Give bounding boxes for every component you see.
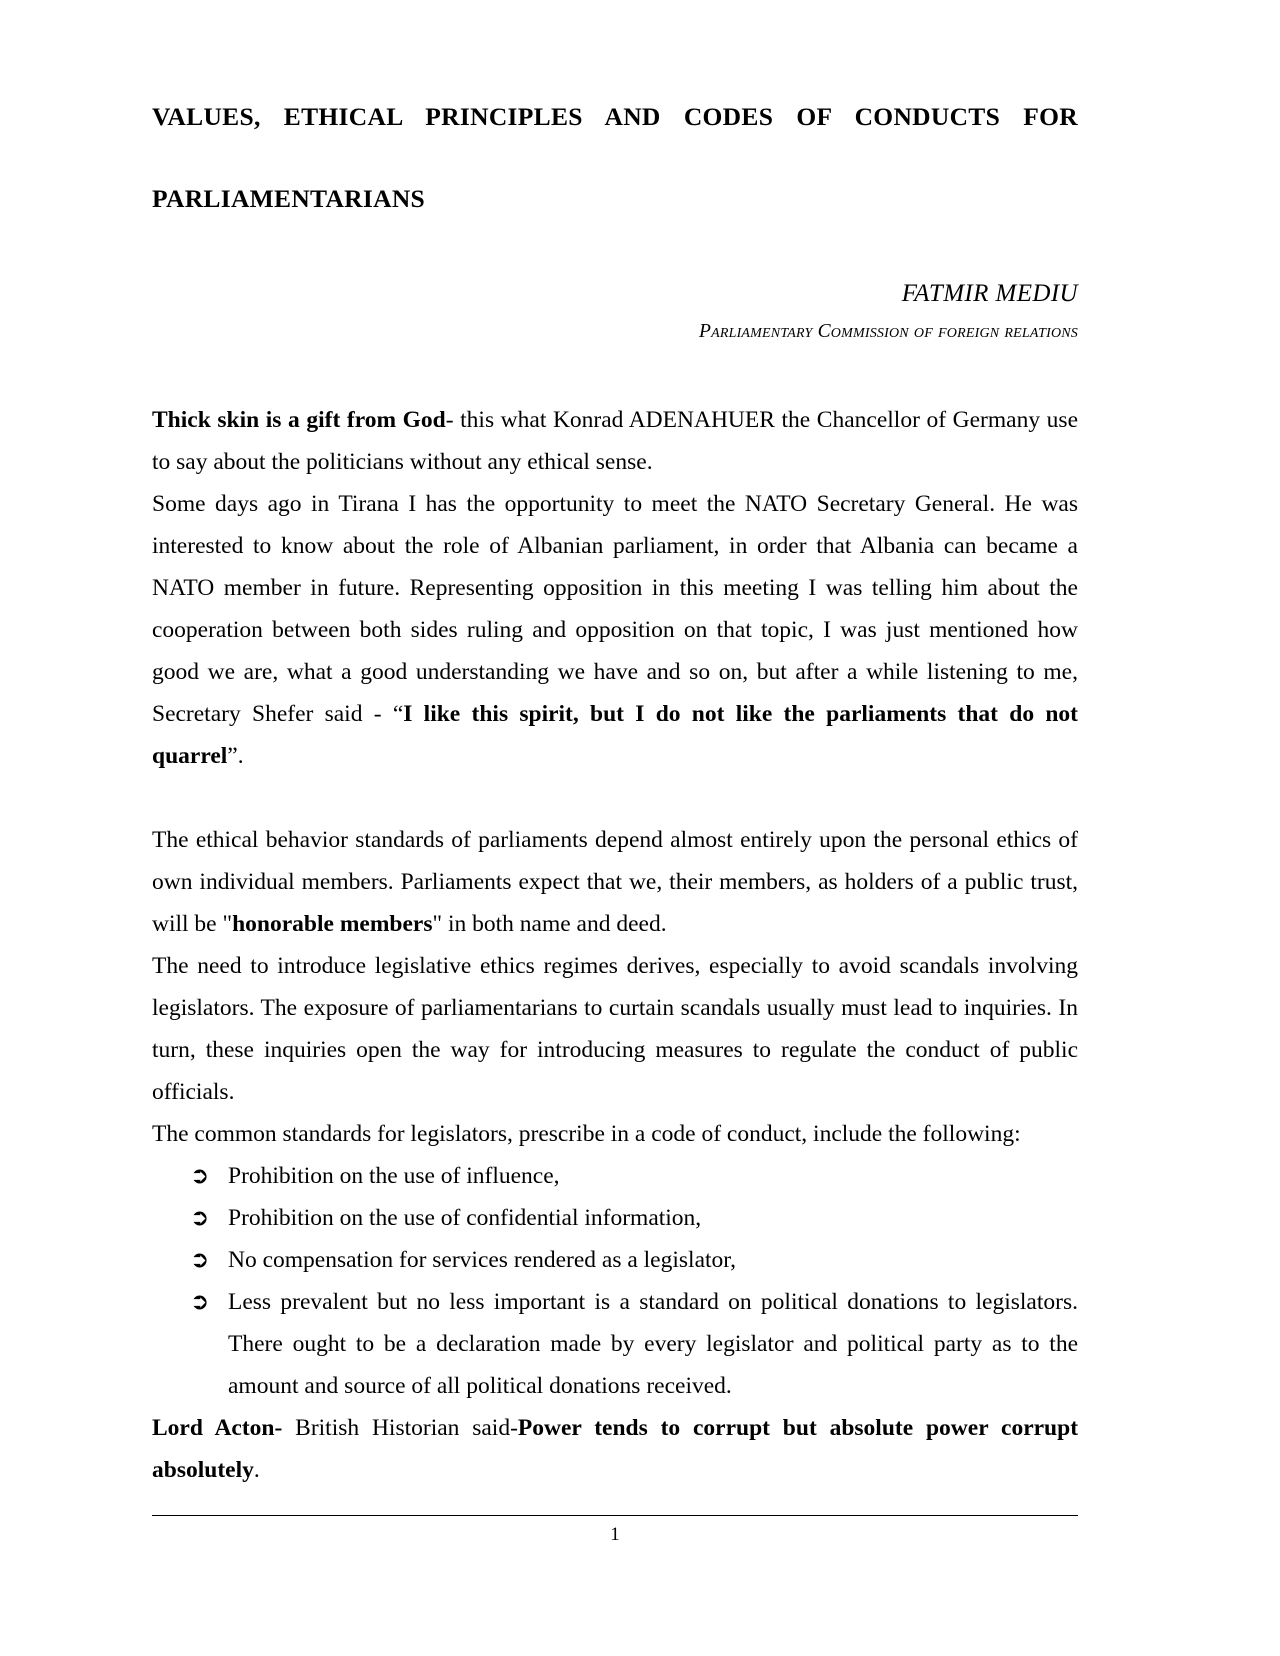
p3-bold: honorable members (232, 911, 433, 937)
footer-divider (152, 1515, 1078, 1516)
p2-part-2: ”. (227, 743, 244, 769)
list-item-label: Prohibition on the use of confidential information, (228, 1205, 702, 1231)
p1-rest: - this what Konrad ADENAHUER the Chancellor of Germany use to say about the politicians without any ethical sense. (152, 407, 1078, 475)
arrow-bullet-icon: ➲ (190, 1163, 210, 1189)
body-text (152, 399, 1078, 1491)
list-item (152, 1197, 1078, 1239)
p6-end: . (253, 1457, 260, 1483)
author-block (152, 277, 1078, 347)
standards-list (152, 1155, 1078, 1407)
arrow-bullet-icon: ➲ (190, 1205, 210, 1231)
p3-part-2: " in both name and deed. (432, 911, 667, 937)
paragraph-4: The need to introduce legislative ethics regimes derives, especially to avoid scandals involving legislators. The exposure of parliamentarians to curtain scandals usually must lead to inquiries. In turn, these inquiries open the way for introducing measures to regulate the conduct of public officials. (152, 953, 1078, 1105)
author-organization: Parliamentary Commission of foreign relations (698, 321, 1078, 342)
paragraph-1 (152, 399, 1078, 483)
title-line-2: PARLIAMENTARIANS (152, 184, 426, 213)
list-item (152, 1239, 1078, 1281)
paragraph-2 (152, 483, 1078, 777)
p1-lead-bold: Thick skin is a gift from God (152, 407, 446, 433)
paragraph-5: The common standards for legislators, prescribe in a code of conduct, include the following: (152, 1121, 1021, 1147)
page-title (152, 96, 1078, 219)
author-name: FATMIR MEDIU (901, 280, 1078, 307)
page-content (152, 96, 1078, 1491)
list-item-label: Prohibition on the use of influence, (228, 1163, 560, 1189)
p2-part-1: Some days ago in Tirana I has the opportunity to meet the NATO Secretary General. He was interested to know about the role of Albanian parliament, in order that Albania can became a NATO member in future. Representing opposition in this meeting I was telling him about the cooperation between both sides ruling and opposition on that topic, I was just mentioned how good we are, what a good understanding we have and so on, but after a while listening to me, Secretary Shefer said - “ (152, 491, 1078, 727)
p3-part-1: The ethical behavior standards of parliaments depend almost entirely upon the personal ethics of own individual members. Parliaments expect that we, their members, as holders of a public trust, will be " (152, 827, 1078, 937)
paragraph-6 (152, 1407, 1078, 1491)
p6-plain: British Historian said- (282, 1415, 518, 1441)
arrow-bullet-icon: ➲ (190, 1247, 210, 1273)
list-item (152, 1155, 1078, 1197)
list-item (152, 1281, 1078, 1407)
paragraph-3 (152, 819, 1078, 945)
list-item-label: No compensation for services rendered as a legislator, (228, 1247, 737, 1273)
title-line-1: VALUES, ETHICAL PRINCIPLES AND CODES OF CONDUCTS FOR (152, 102, 1078, 131)
p6-bold-2: Power tends to corrupt but absolute power corrupt absolutely (152, 1415, 1079, 1483)
p2-quote-bold: I like this spirit, but I do not like the parliaments that do not quarrel (152, 701, 1078, 769)
paragraph-spacer (152, 777, 1078, 819)
page-number: 1 (610, 1524, 620, 1545)
p6-bold-1: Lord Acton- (152, 1415, 283, 1441)
page-footer (152, 1515, 1080, 1548)
arrow-bullet-icon: ➲ (190, 1289, 210, 1315)
list-item-label: Less prevalent but no less important is a standard on political donations to legislators. There ought to be a declaration made by every legislator and political party as to the amount and source of all political donations received. (228, 1289, 1078, 1399)
